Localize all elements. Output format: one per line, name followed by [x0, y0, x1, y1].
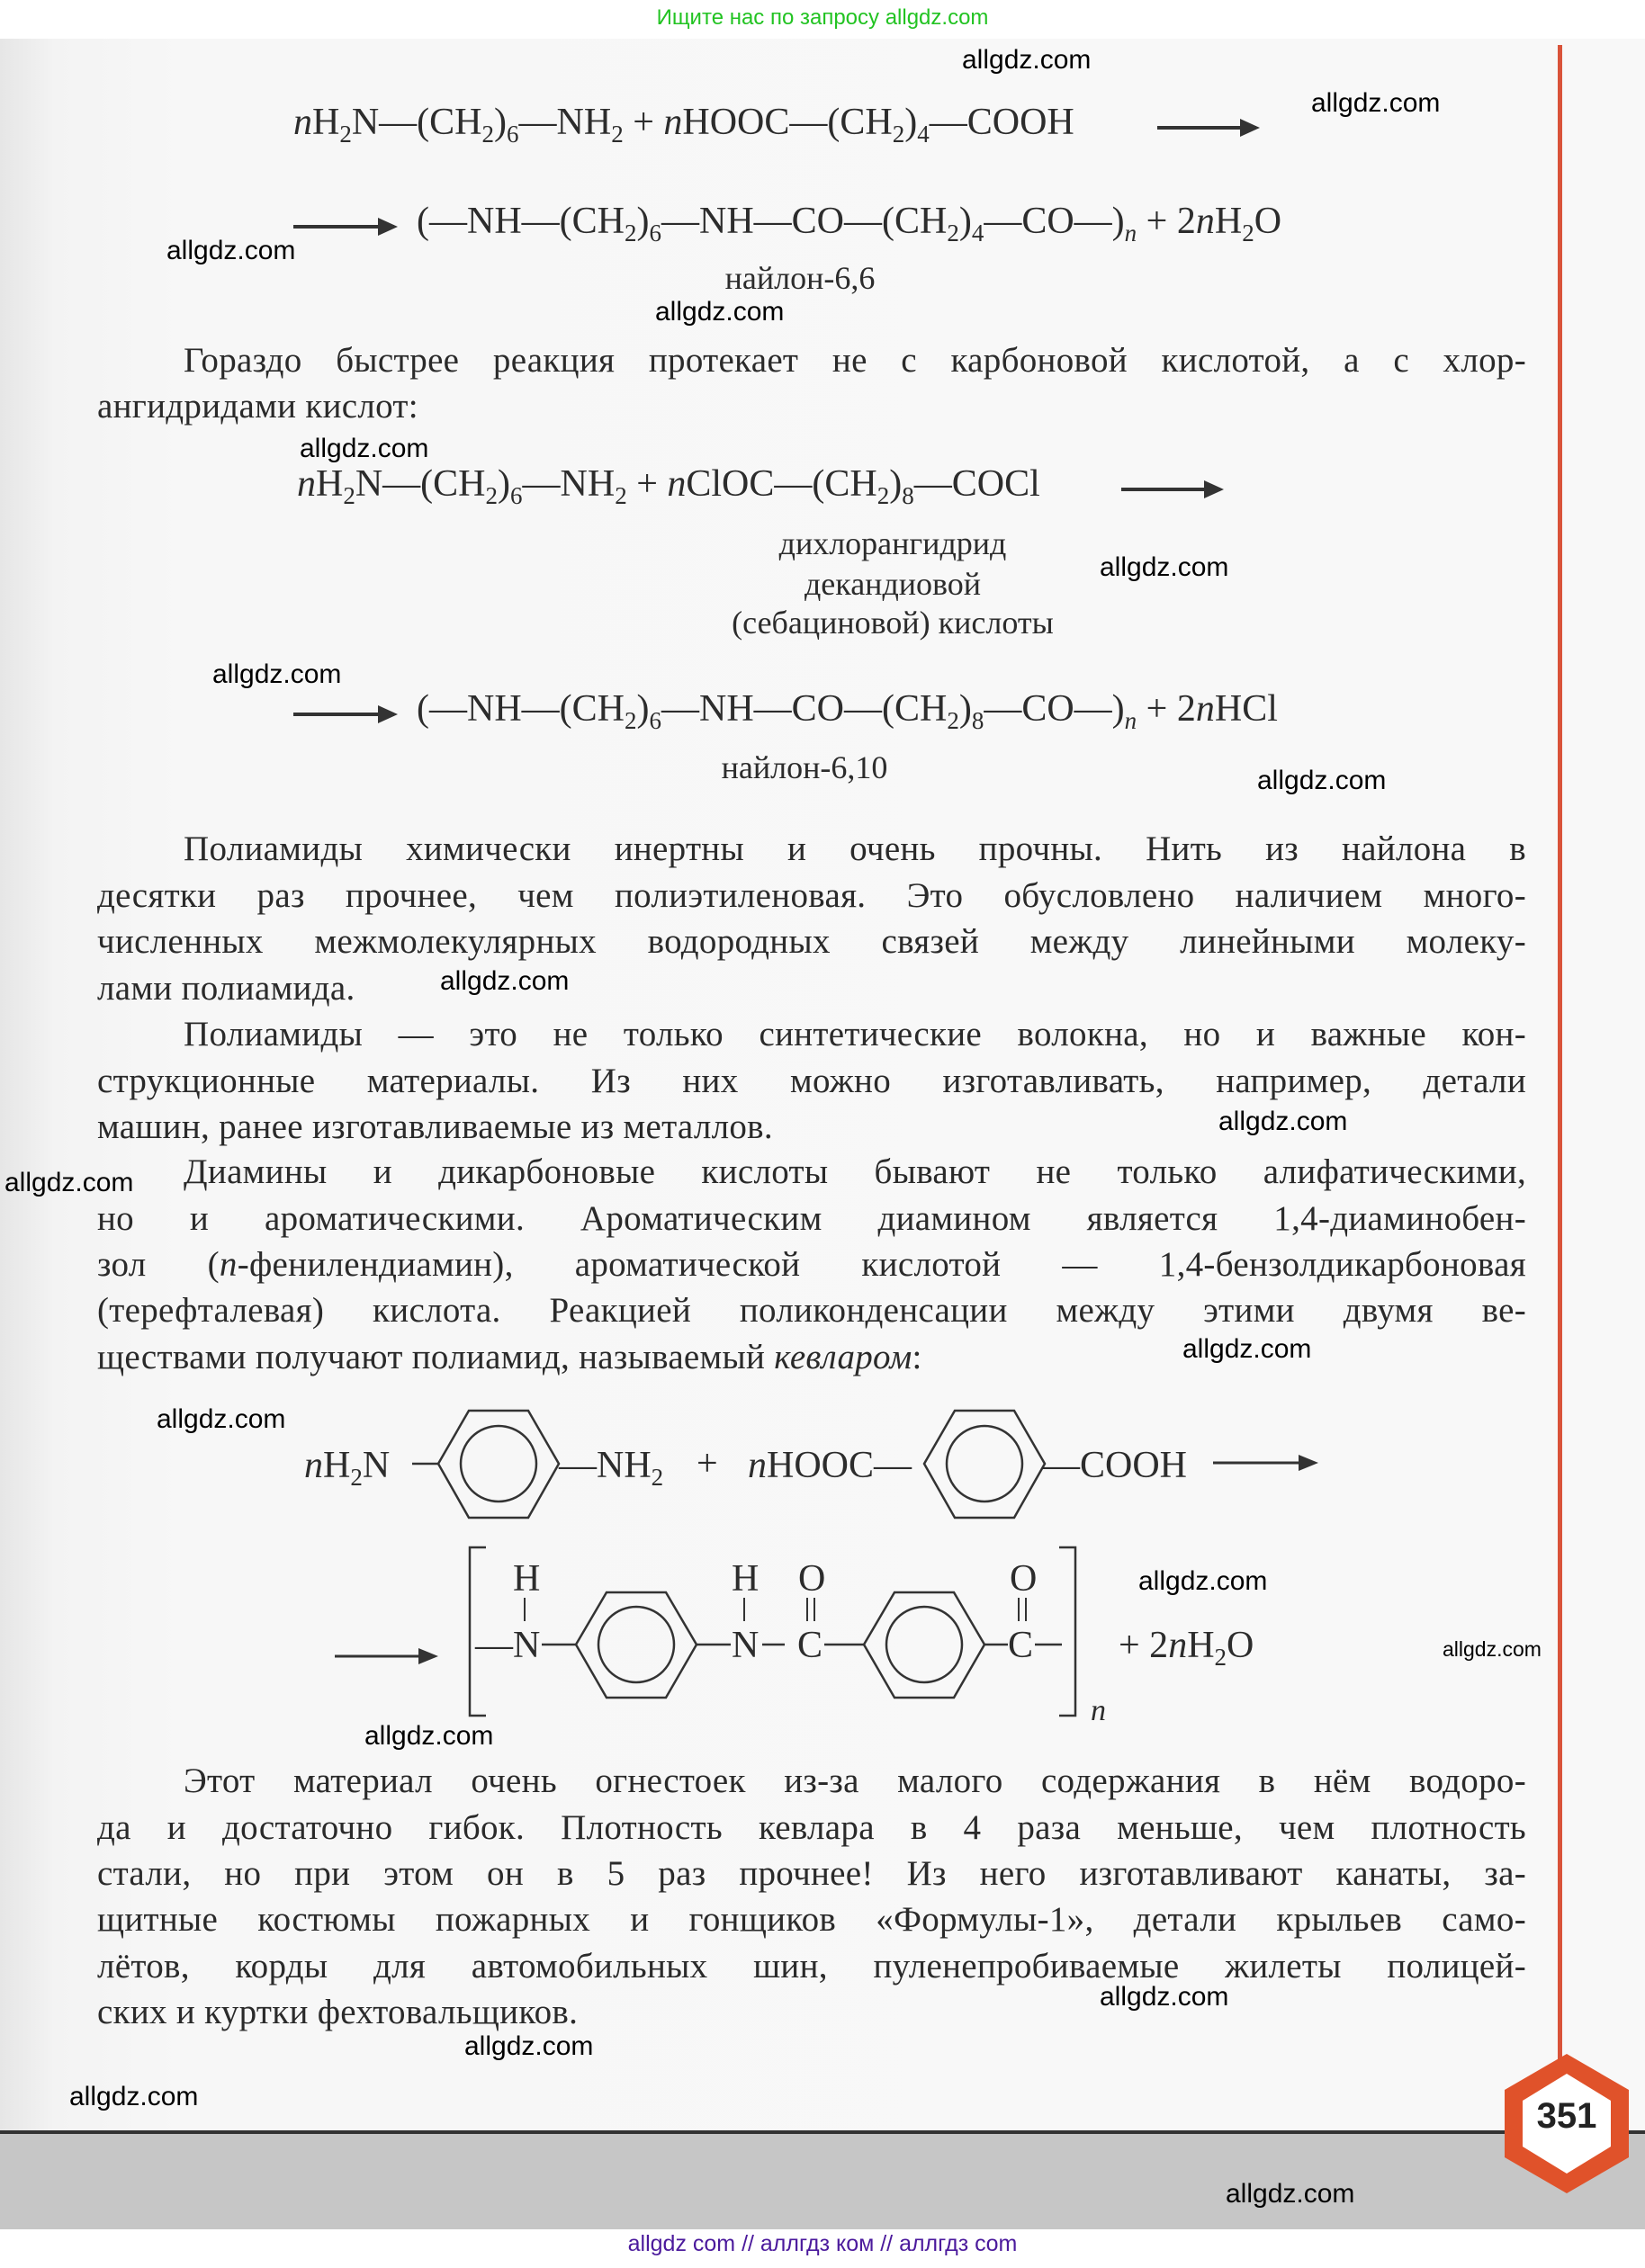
formula-part: n [1124, 220, 1137, 247]
equation-1 [293, 101, 1074, 148]
formula-part: 6 [649, 707, 661, 734]
watermark: allgdz.com [962, 45, 1092, 75]
formula-part: 8 [971, 707, 984, 734]
benzene-ring-circle [886, 1607, 962, 1682]
formula-part: 2 [485, 482, 499, 509]
formula-text: $—NH_2$ [559, 1445, 664, 1491]
formula-part: 2 [624, 220, 637, 247]
formula-part: n [293, 102, 312, 143]
formula-part: + 2 [1137, 201, 1196, 242]
formula-part: 6 [507, 121, 519, 148]
formula-part: —COCl [913, 463, 1040, 505]
formula-part: 2 [892, 121, 905, 148]
page-number: 351 [1536, 2096, 1597, 2136]
text: зол ( [97, 1245, 220, 1284]
atom-label: H [732, 1558, 760, 1600]
formula-part: —CO—) [984, 201, 1125, 242]
formula-part: ) [904, 102, 918, 143]
footer-links[interactable]: allgdz com // аллгдз ком // аллгдз com [627, 2231, 1018, 2256]
repeat-index: n [1091, 1694, 1106, 1727]
formula-text: —COOH [1042, 1445, 1188, 1486]
formula-part: 2 [481, 121, 495, 148]
watermark: allgdz.com [69, 2082, 199, 2111]
formula-part: HCl [1214, 688, 1278, 730]
formula-part: + [623, 102, 664, 143]
formula-part: ) [889, 463, 903, 505]
reaction-arrow [293, 225, 394, 229]
paragraph-line: машин, ранее изготавливаемые из металлов. [97, 1107, 773, 1146]
formula-part: 2 [947, 707, 959, 734]
italic-text: п [219, 1245, 238, 1284]
paragraph-line: (терефталевая) кислота. Реакцией поликонденсации между этими двумя ве- [97, 1291, 1526, 1330]
formula-part: N—(CH [355, 463, 486, 505]
formula-part: n [297, 463, 316, 505]
watermark: allgdz.com [1443, 1637, 1542, 1661]
formula-part: 6 [510, 482, 523, 509]
formula-text: $nH_2N$ [304, 1445, 391, 1491]
formula-part: 4 [917, 121, 930, 148]
text: : [912, 1338, 922, 1376]
kevlar-reaction-scheme [270, 1385, 1620, 1745]
watermark: allgdz.com [1226, 2179, 1355, 2209]
paragraph-line: Диамины и дикарбоновые кислоты бывают не только алифатическими, [184, 1152, 1526, 1191]
formula-part: 4 [971, 220, 984, 247]
paragraph-line: Полиамиды — это не только синтетические волокна, но и важные кон- [184, 1015, 1526, 1053]
formula-part: ) [636, 201, 650, 242]
watermark: allgdz.com [464, 2031, 594, 2061]
atom-label: O [1010, 1558, 1038, 1600]
atom-label: —N [475, 1625, 541, 1666]
site-banner[interactable]: Ищите нас по запросу allgdz.com [656, 5, 989, 30]
equation-label: декандиовой [804, 566, 982, 602]
formula-part: —NH [518, 102, 612, 143]
formula-part: O [1254, 201, 1282, 242]
equation-label: найлон-6,10 [721, 749, 888, 785]
formula-part: 2 [876, 482, 890, 509]
formula-part: H [312, 102, 340, 143]
watermark: allgdz.com [212, 659, 342, 689]
paragraph-line: Этот материал очень огнестоек из-за малого содержания в нём водоро- [184, 1762, 1526, 1800]
benzene-ring-circle [598, 1607, 674, 1682]
formula-part: n [1124, 707, 1137, 734]
watermark: allgdz.com [157, 1404, 286, 1434]
paragraph-line: лами полиамида. [97, 969, 355, 1008]
formula-part: ) [958, 201, 972, 242]
right-bracket [1059, 1547, 1075, 1716]
reaction-arrow [1157, 126, 1256, 130]
paragraph-line: ских и куртки фехтовальщиков. [97, 1993, 579, 2031]
formula-part: n [1195, 201, 1215, 242]
formula-part: ) [494, 102, 508, 143]
watermark: allgdz.com [1100, 1982, 1229, 2012]
reaction-arrow [1121, 488, 1220, 491]
formula-part: 2 [339, 121, 352, 148]
paragraph-line: лётов, корды для автомобильных шин, пуленепробиваемые жилеты полицей- [97, 1947, 1526, 1986]
watermark: allgdz.com [4, 1168, 134, 1197]
paragraph-line: стали, но при этом он в 5 раз прочнее! Из него изготавливают канаты, за- [97, 1854, 1526, 1893]
benzene-ring-circle [947, 1426, 1022, 1502]
formula-part: + 2 [1137, 688, 1196, 730]
formula-part: —CO—) [984, 688, 1125, 730]
paragraph-line: но и ароматическими. Ароматическим диамином является 1,4-диаминобен- [97, 1199, 1526, 1238]
formula-part: 2 [343, 482, 355, 509]
formula-part: —NH—CO—(CH [661, 201, 948, 242]
atom-label: O [798, 1558, 826, 1600]
paragraph-line: десятки раз прочнее, чем полиэтиленовая. Это обусловлено наличием много- [97, 876, 1526, 915]
paragraph-line: щитные костюмы пожарных и гонщиков «Формулы-1», детали крыльев само- [97, 1900, 1526, 1939]
equation-label: дихлорангидрид [778, 525, 1007, 561]
formula-part: ) [498, 463, 511, 505]
paragraph-line: струкционные материалы. Из них можно изготавливать, например, детали [97, 1062, 1526, 1100]
equation-label: найлон-6,6 [724, 260, 876, 296]
atom-label: C [1008, 1625, 1034, 1666]
bottom-band [0, 2130, 1645, 2229]
watermark: allgdz.com [300, 434, 429, 463]
formula-part: 2 [947, 220, 959, 247]
benzene-ring-circle [461, 1426, 536, 1502]
equation-label: (себациновой) кислоты [732, 605, 1054, 641]
reaction-arrow [293, 713, 394, 716]
formula-part: (—NH—(CH [417, 201, 625, 242]
formula-part: —COOH [929, 102, 1074, 143]
formula-part: 2 [611, 121, 624, 148]
paragraph-line [97, 1244, 1526, 1285]
kevlar-term: кевларом [774, 1338, 912, 1376]
paragraph-line: Полиамиды химически инертны и очень прочны. Нить из найлона в [184, 829, 1526, 868]
formula-part: 2 [1242, 220, 1254, 247]
atom-label: N [732, 1625, 760, 1666]
equation-3 [297, 462, 1040, 510]
plus-sign: + [697, 1443, 718, 1484]
formula-part: HOOC—(CH [682, 102, 893, 143]
atom-label: C [797, 1625, 823, 1666]
watermark: allgdz.com [440, 966, 570, 996]
paragraph-line: да и достаточно гибок. Плотность кевлара в 4 раза меньше, чем плотность [97, 1808, 1526, 1847]
formula-part: ) [958, 688, 972, 730]
paragraph-line: Гораздо быстрее реакция протекает не с карбоновой кислотой, а с хлор- [184, 341, 1526, 380]
formula-part: H [316, 463, 344, 505]
formula-part: + [626, 463, 668, 505]
atom-label: H [513, 1558, 541, 1600]
formula-part: 6 [649, 220, 661, 247]
formula-part: n [663, 102, 683, 143]
formula-part: ) [636, 688, 650, 730]
text: ществами получают полиамид, называемый [97, 1338, 775, 1376]
paragraph-line: численных межмолекулярных водородных связей между линейными молеку- [97, 922, 1526, 961]
watermark: allgdz.com [1218, 1107, 1348, 1136]
equation-2 [417, 200, 1281, 247]
watermark: allgdz.com [655, 297, 785, 327]
watermark: allgdz.com [364, 1721, 494, 1751]
formula-part: (—NH—(CH [417, 688, 625, 730]
formula-part: 8 [902, 482, 914, 509]
formula-part: H [1214, 201, 1243, 242]
formula-part: —NH—CO—(CH [661, 688, 948, 730]
watermark: allgdz.com [1311, 88, 1441, 118]
formula-text: nHOOC— [748, 1445, 912, 1486]
watermark: allgdz.com [1257, 766, 1387, 795]
watermark: allgdz.com [1100, 552, 1229, 582]
paragraph-line: ангидридами кислот: [97, 387, 418, 426]
formula-part: N—(CH [351, 102, 482, 143]
equation-4 [417, 687, 1278, 735]
text: -фенилендиамин), ароматической кислотой — 1,4-бензолдикарбоновая [237, 1245, 1526, 1284]
formula-part: ClOC—(CH [686, 463, 877, 505]
formula-part: n [667, 463, 687, 505]
watermark: allgdz.com [166, 236, 296, 265]
formula-part: 2 [624, 707, 637, 734]
formula-part: —NH [522, 463, 616, 505]
watermark: allgdz.com [1138, 1566, 1268, 1596]
paragraph-line [97, 1337, 922, 1377]
watermark: allgdz.com [1182, 1334, 1312, 1364]
formula-part: 2 [615, 482, 627, 509]
formula-part: n [1195, 688, 1215, 730]
formula-text: + $2nH_2O$ [1119, 1625, 1254, 1671]
margin-accent-line [1558, 45, 1562, 2069]
